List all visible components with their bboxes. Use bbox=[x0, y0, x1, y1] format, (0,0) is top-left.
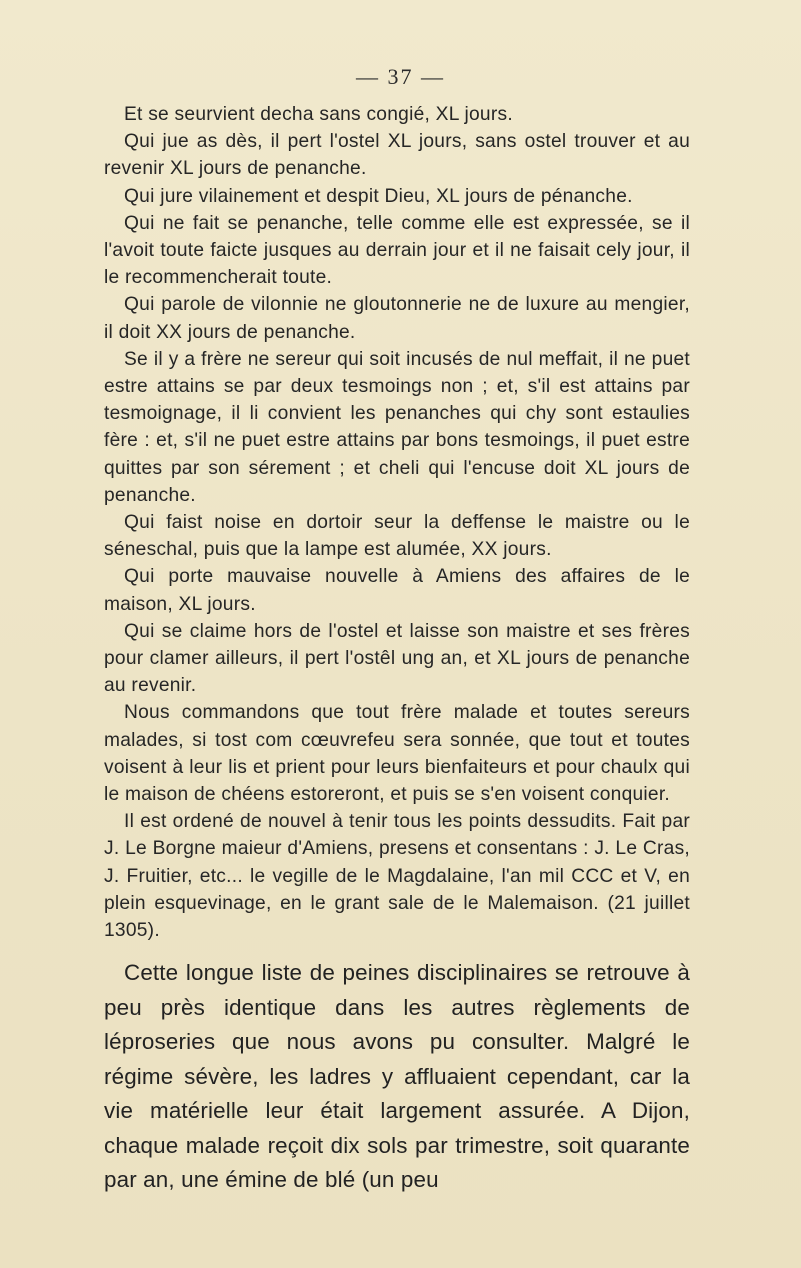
quote-paragraph: Nous commandons que tout frère malade et toutes sereurs malades, si tost com cœuvrefeu sera sonnée, que tout et toutes voisent à leur lis et prient pour leurs bienfaiteurs et pour chaulx qui le maison de chéens estoreront, et puis se s'en voisent conquier. bbox=[104, 702, 690, 806]
quote-paragraph: Qui jure vilainement et despit Dieu, XL jours de pénanche. bbox=[124, 185, 633, 207]
quote-paragraph: Se il y a frère ne sereur qui soit incusés de nul meffait, il ne puet estre attains se par deux tesmoings non ; et, s'il est attains par tesmoignage, il li convient les penanches qui chy sont estaulies fère : et, s'il ne puet estre attains par bons tesmoings, il puet estre quittes par son sérement ; et cheli qui l'encuse doit XL jours de penanche. bbox=[104, 348, 690, 506]
quote-paragraph: Et se seurvient decha sans congié, XL jours. bbox=[124, 104, 513, 125]
quote-paragraph: Qui porte mauvaise nouvelle à Amiens des affaires de le maison, XL jours. bbox=[104, 566, 690, 615]
quote-paragraph: Qui se claime hors de l'ostel et laisse son maistre et ses frères pour clamer ailleurs, il pert l'ostêl ung an, et XL jours de penanche au revenir. bbox=[104, 620, 690, 697]
quote-paragraph: Il est ordené de nouvel à tenir tous les points dessudits. Fait par J. Le Borgne maieur d'Amiens, presens et consentans : J. Le Cras, J. Fruitier, etc... le vegille de le Magdalaine, l'an mil CCC et V, en plein esquevinage, en le grant sale de le Malemaison. (21 juillet 1305). bbox=[104, 811, 690, 942]
body-text bbox=[104, 956, 690, 1198]
page-number: — 37 — bbox=[356, 64, 445, 89]
quote-paragraph: Qui ne fait se penanche, telle comme elle est expressée, se il l'avoit toute faicte jusques au derrain jour et il ne faisait cely jour, il le recommencherait toute. bbox=[104, 212, 690, 289]
quote-paragraph: Qui parole de vilonnie ne gloutonnerie ne de luxure au mengier, il doit XX jours de penanche. bbox=[104, 294, 690, 343]
quote-paragraph: Qui faist noise en dortoir seur la deffense le maistre ou le séneschal, puis que la lampe est alumée, XX jours. bbox=[104, 512, 690, 561]
quoted-regulation bbox=[104, 101, 690, 944]
quote-paragraph: Qui jue as dès, il pert l'ostel XL jours, sans ostel trouver et au revenir XL jours de penanche. bbox=[104, 131, 690, 180]
body-paragraph: Cette longue liste de peines disciplinaires se retrouve à peu près identique dans les autres règlements de léproseries que nous avons pu consulter. Malgré le régime sévère, les ladres y affluaient cependant, car la vie matérielle leur était largement assurée. A Dijon, chaque malade reçoit dix sols par trimestre, soit quarante par an, une émine de blé (un peu bbox=[104, 960, 690, 1192]
